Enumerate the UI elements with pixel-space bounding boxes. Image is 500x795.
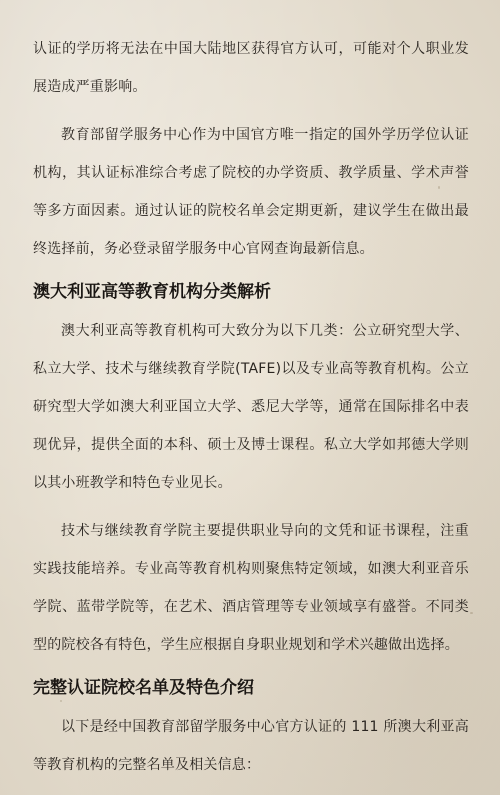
section-heading-classification: 澳大利亚高等教育机构分类解析 bbox=[33, 282, 271, 302]
section-heading-full-list: 完整认证院校名单及特色介绍 bbox=[33, 678, 254, 698]
paper-fleck bbox=[470, 612, 473, 614]
paragraph-list-intro: 以下是经中国教育部留学服务中心官方认证的 111 所澳大利亚高等教育机构的完整名单及相关信息： bbox=[33, 719, 469, 773]
paragraph-tafe-specialist: 技术与继续教育学院主要提供职业导向的文凭和证书课程，注重实践技能培养。专业高等教育机构则聚焦特定领域，如澳大利亚音乐学院、蓝带学院等，在艺术、酒店管理等专业领域享有盛誉。不同类型的院校各有特色，学生应根据自身职业规划和学术兴趣做出选择。 bbox=[33, 523, 469, 653]
paragraph-certification-center: 教育部留学服务中心作为中国官方唯一指定的国外学历学位认证机构，其认证标准综合考虑了院校的办学资质、教学质量、学术声誉等多方面因素。通过认证的院校名单会定期更新，建议学生在做出最终选择前，务必登录留学服务中心官网查询最新信息。 bbox=[33, 127, 469, 257]
article-body bbox=[33, 30, 469, 794]
paragraph-continuation: 认证的学历将无法在中国大陆地区获得官方认可，可能对个人职业发展造成严重影响。 bbox=[33, 41, 469, 95]
paragraph-institution-types: 澳大利亚高等教育机构可大致分为以下几类：公立研究型大学、私立大学、技术与继续教育学院(TAFE)以及专业高等教育机构。公立研究型大学如澳大利亚国立大学、悉尼大学等，通常在国际排名中表现优异，提供全面的本科、硕士及博士课程。私立大学如邦德大学则以其小班教学和特色专业见长。 bbox=[33, 323, 469, 491]
